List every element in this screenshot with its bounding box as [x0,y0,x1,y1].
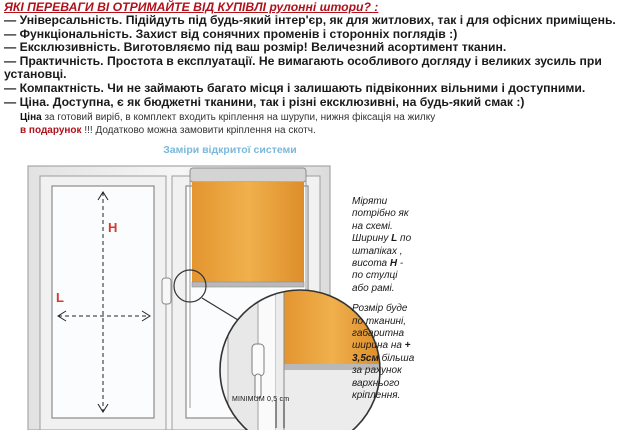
benefit-universality: — Універсальність. Підійдуть під будь-який інтер'єр, як для житлових, так і для офісних приміщень. [4,13,616,27]
benefit-practicality: — Практичність. Простота в експлуатації. Не вимагають особливого догляду і великих зусиль при установці. [4,53,602,82]
window-illustration [0,138,640,430]
benefit-price: — Ціна. Доступна, є як бюджетні тканини, так і різні ексклюзивні, на будь-який смак :) [4,94,525,109]
note-paragraph-1: Міряти потрібно як на схемі. Ширину L по штапіках , висота H - по стулці або рамі. [352,196,412,294]
dimension-l-label: L [56,290,64,305]
dimension-h-label: H [108,220,118,235]
window-handle [162,278,171,304]
benefits-heading: ЯКІ ПЕРЕВАГИ ВІ ОТРИМАЙТЕ ВІД КУПІВЛІ рулонні штори? : [4,0,379,14]
benefit-compactness: — Компактність. Чи не займають багато місця і залишають підвіконних вільними і доступними. [4,80,586,95]
price-info [20,112,440,137]
blind-fabric [192,182,304,282]
note-paragraph-2: Розмір буде по тканині, габаритна ширина на + 3,5см більша за рахунок вархнього кріплення. [352,303,415,402]
figure-title: Заміри відкритої системи [163,144,297,156]
price-text-1: за готовий виріб, в комплект входить кріплення на шурупи, нижня фіксація на жилку [41,112,436,123]
blind-bottom-bar [192,282,304,287]
blind-cassette [190,168,306,182]
measurement-note [352,196,416,403]
benefits-list [4,14,638,109]
benefit-exclusivity: — Ексклюзивність. Виготовляємо під ваш розмір! Величезний асортимент тканин. [4,40,507,55]
price-word: Ціна [20,112,42,123]
gift-text: в подарунок [20,124,82,136]
minimum-label: MINIMUM 0,5 cm [232,396,290,403]
benefit-functionality: — Функціональність. Захист від сонячних променів і сторонніх поглядів :) [4,26,458,41]
price-text-2: !!! Додатково можна замовити кріплення на скотч. [81,124,316,136]
